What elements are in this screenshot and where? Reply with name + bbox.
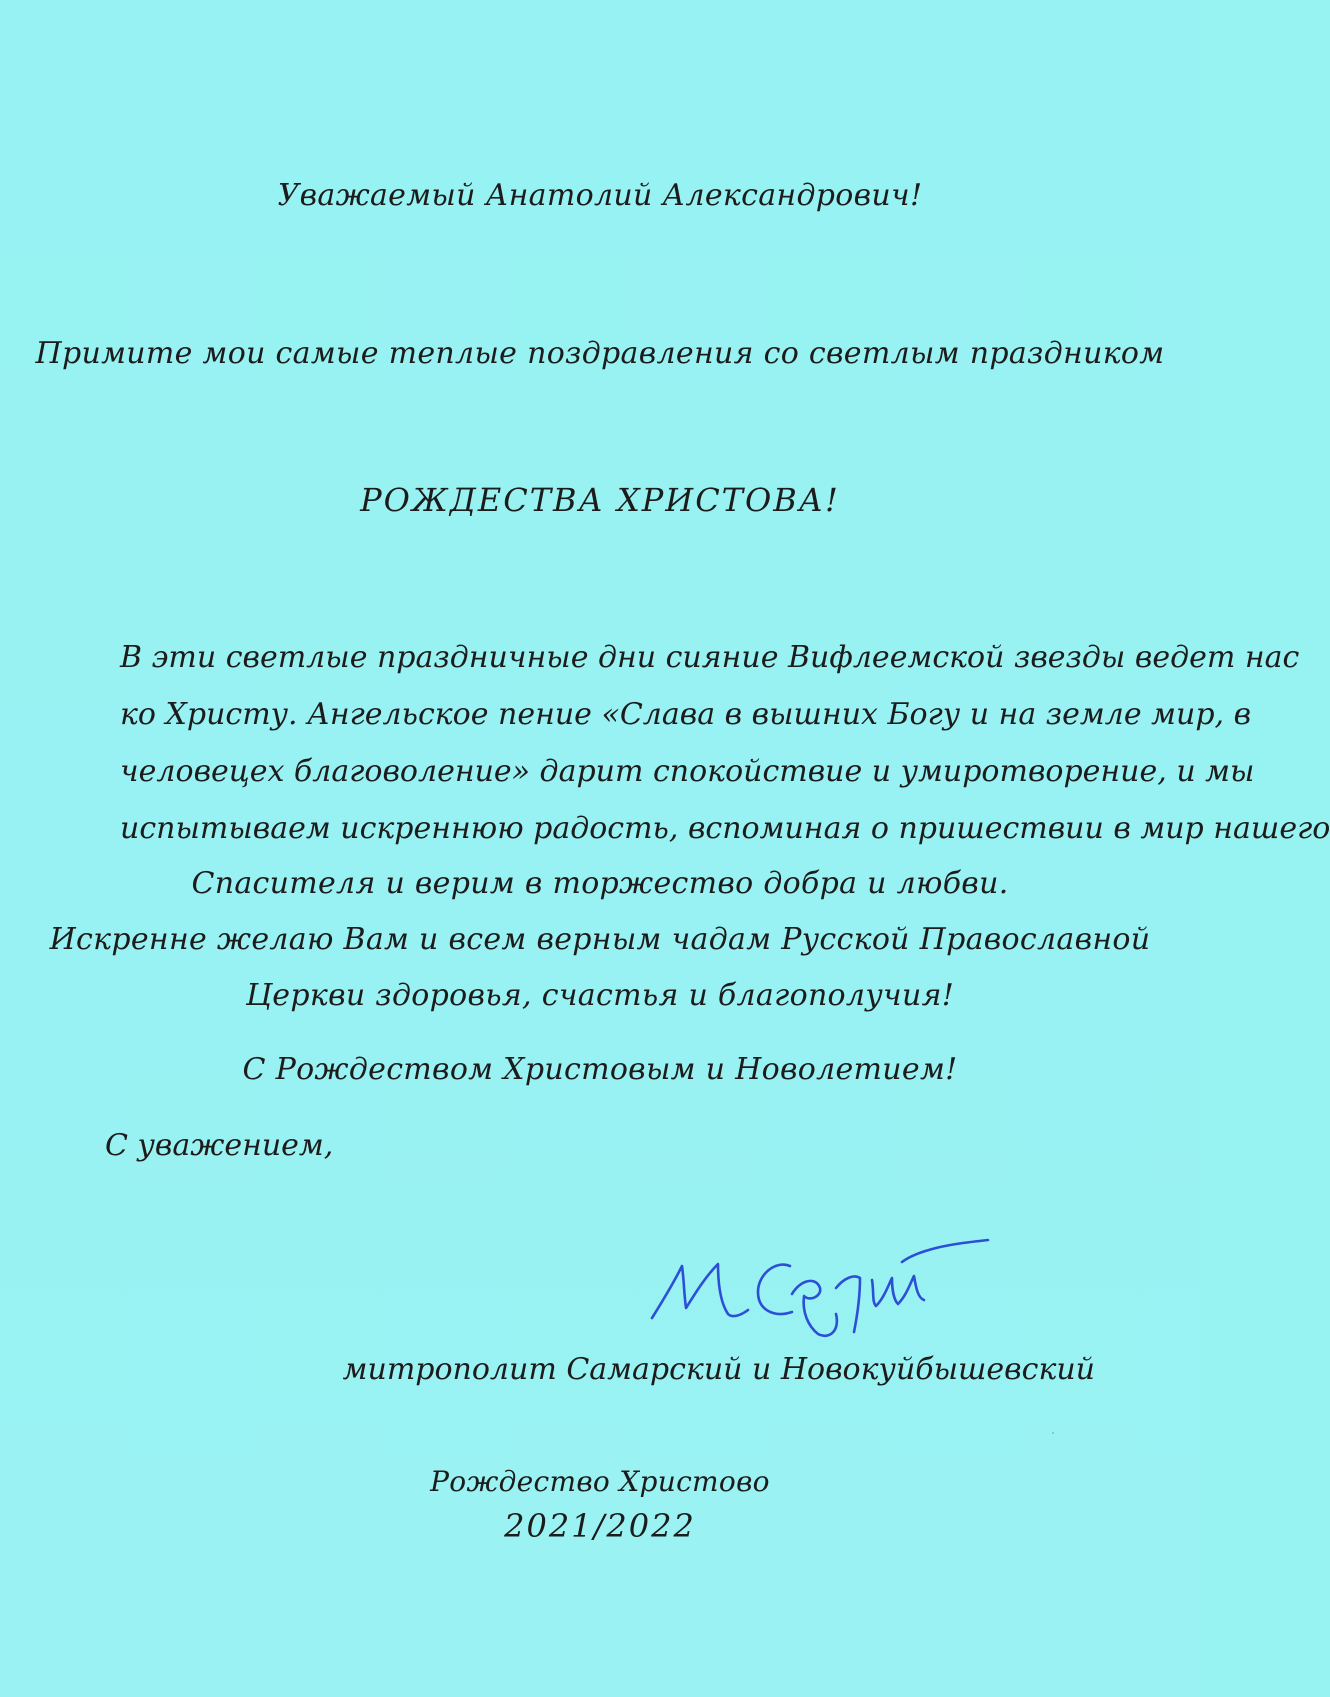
closing-regards: С уважением, xyxy=(105,1128,334,1163)
body-line: В эти светлые праздничные дни сияние Вифлеемской звезды ведет нас xyxy=(120,640,1300,675)
paper-speck xyxy=(1052,1432,1054,1434)
wishes-line: Церкви здоровья, счастья и благополучия! xyxy=(245,978,955,1013)
wishes-line: Искренне желаю Вам и всем верным чадам Русской Православной xyxy=(49,922,1151,957)
date-caption: Рождество Христово xyxy=(430,1465,770,1498)
body-line: ко Христу. Ангельское пение «Слава в вышних Богу и на земле мир, в xyxy=(120,697,1252,732)
body-line: Спасителя и верим в торжество добра и любви. xyxy=(191,866,1009,901)
date-years: 2021/2022 xyxy=(504,1507,696,1545)
christmas-greeting-line: С Рождеством Христовым и Новолетием! xyxy=(242,1052,958,1087)
congratulation-line: Примите мои самые теплые поздравления со светлым праздником xyxy=(35,336,1165,371)
body-line: человецех благоволение» дарит спокойствие и умиротворение, и мы xyxy=(120,754,1255,789)
signer-title: митрополит Самарский и Новокуйбышевский xyxy=(342,1352,1095,1387)
greeting-line: Уважаемый Анатолий Александрович! xyxy=(277,178,923,213)
handwritten-signature xyxy=(640,1222,1010,1352)
body-line: испытываем искреннюю радость, вспоминая о пришествии в мир нашего xyxy=(120,811,1330,846)
holiday-heading: РОЖДЕСТВА ХРИСТОВА! xyxy=(360,481,840,519)
